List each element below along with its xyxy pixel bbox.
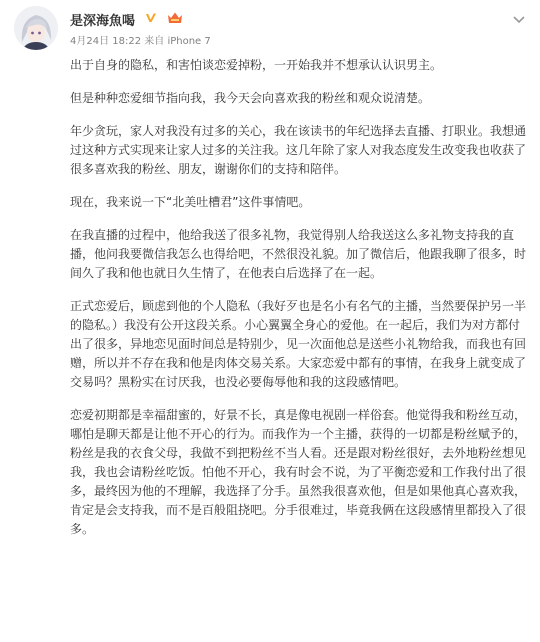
- post-body: [70, 56, 530, 553]
- post-paragraph: 出于自身的隐私，和害怕谈恋爱掉粉，一开始我并不想承认认识男主。: [70, 58, 443, 72]
- post-paragraph: 年少贪玩，家人对我没有过多的关心，我在该读书的年纪选择去直播、打职业。我想通过这种方式实现来让家人过多的关注我。这几年除了家人对我态度发生改变我也收获了很多喜欢我的粉丝、朋友，谢谢你们的支持和陪伴。: [70, 124, 527, 176]
- anime-avatar-icon[interactable]: [14, 6, 58, 50]
- verified-v-icon: [144, 10, 158, 29]
- post-paragraph: 但是种种恋爱细节指向我，我今天会向喜欢我的粉丝和观众说清楚。: [70, 91, 431, 105]
- post-paragraph: 正式恋爱后，顾虑到他的个人隐私（我好歹也是名小有名气的主播，当然要保护另一半的隐私。）我没有公开这段关系。小心翼翼全身心的爱他。在一起后，我们为对方都付出了很多，异地恋见面时间总是特别少，见一次面他总是送些小礼物给我，而我也有回赠，所以并不存在我和他是肉体交易关系。大家恋爱中都有的事情，在我身上就变成了交易吗？黑粉实在讨厌我，也没必要侮辱他和我的这段感情吧。: [70, 299, 527, 389]
- post-meta: [70, 32, 211, 47]
- author-name[interactable]: 是深海魚喝: [70, 14, 136, 29]
- post-paragraph: 在我直播的过程中，他给我送了很多礼物，我觉得别人给我送这么多礼物支持我的直播，他问我要微信我怎么也得给吧，不然很没礼貌。加了微信后，他跟我聊了很多，时间久了我和他也就日久生情了，在他表白后选择了在一起。: [70, 228, 527, 280]
- post-paragraph: 恋爱初期都是幸福甜蜜的，好景不长，真是像电视剧一样俗套。他觉得我和粉丝互动，哪怕是聊天都是让他不开心的行为。而我作为一个主播，获得的一切都是粉丝赋予的，粉丝是我的衣食父母，我做不到把粉丝不当人看。还是跟对粉丝很好，去外地粉丝想见我，我也会请粉丝吃饭。怕他不开心，我有时会不说，为了平衡恋爱和工作我付出了很多，最终因为他的不理解，我选择了分手。虽然我很喜欢他，但是如果他真心喜欢我，肯定是会支持我，而不是百般阻挠吧。分手很难过，毕竟我俩在这段感情里都投入了很多。: [70, 408, 527, 536]
- post-timestamp[interactable]: 4月24日 18:22: [70, 36, 142, 47]
- vip-member-icon: [167, 10, 183, 29]
- post-header: [14, 6, 526, 54]
- author-line: [70, 9, 183, 27]
- post-paragraph: 现在，我来说一下“北美吐槽君”这件事情吧。: [70, 195, 311, 209]
- post-source: 来自 iPhone 7: [144, 36, 211, 47]
- chevron-down-icon[interactable]: [512, 10, 526, 20]
